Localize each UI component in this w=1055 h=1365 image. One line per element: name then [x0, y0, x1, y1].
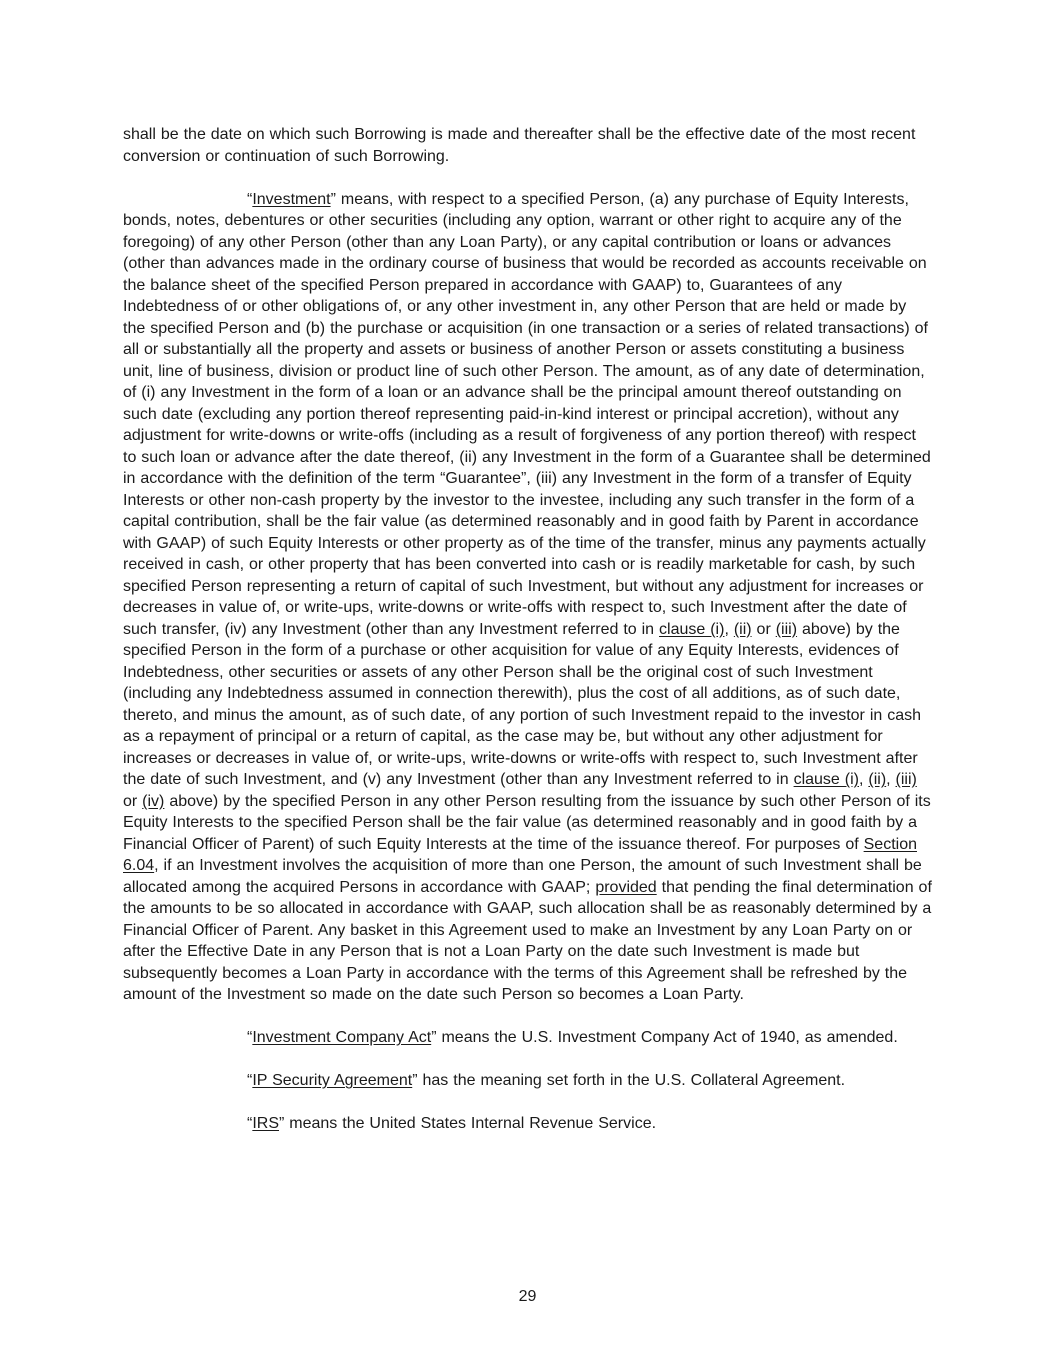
text-run: “: [247, 190, 253, 208]
defined-term-underlined: IRS: [252, 1115, 279, 1132]
defined-term-underlined: clause (i): [659, 620, 725, 638]
text-run: or: [751, 620, 776, 638]
text-run: ,: [724, 620, 734, 638]
paragraph: [123, 1027, 933, 1049]
paragraph: [123, 1070, 933, 1092]
text-run: or: [123, 792, 143, 810]
text-run: ” has the meaning set forth in the U.S. Collateral Agreement.: [412, 1072, 846, 1089]
defined-term-underlined: Section 6.04: [123, 835, 917, 874]
page-number: 29: [518, 1287, 537, 1305]
text-run: that pending the final determination of the amounts to be so allocated in accordance with GAAP, such allocation shall be as reasonably determined by a Financial Officer of Parent. Any basket in this Agreement used to make an Investment by any Loan Party on or after the Effective Date in any Person that is not a Loan Party on the date such Investment is made but subsequently becomes a Loan Party in accordance with the terms of this Agreement shall be refreshed by the amount of the Investment so made on the date such Person so becomes a Loan Party.: [123, 878, 932, 1003]
text-run: ” means the United States Internal Revenue Service.: [279, 1115, 657, 1132]
paragraph: [123, 124, 933, 167]
defined-term-underlined: (iii): [775, 620, 798, 638]
text-run: ,: [886, 771, 896, 788]
document-body: [123, 124, 933, 1135]
defined-term-underlined: IP Security Agreement: [252, 1072, 413, 1089]
text-run: “: [247, 1115, 253, 1132]
text-run: ,: [858, 771, 869, 788]
text-run: above) by the specified Person in the form of a purchase or other acquisition for value of any Equity Interests, evidences of Indebtedness, other securities or assets of any other Person shall be the original cost of such Investment (including any Indebtedness assumed in connection therewith), plus the cost of all additions, as of such date, thereto, and minus the amount, as of such date, of any portion of such Investment repaid to the investor in cash as a repayment of principal or a return of capital, as the case may be, but without any other adjustment for increases or decreases in value of, or write-ups, write-downs or write-offs with respect to, such Investment after the date of such Investment, and (v) any Investment (other than any Investment referred to in: [123, 620, 922, 788]
defined-term-underlined: Investment: [252, 190, 331, 208]
paragraph: [123, 1113, 933, 1135]
defined-term-underlined: Investment Company Act: [252, 1029, 432, 1046]
defined-term-underlined: (iii): [895, 771, 917, 788]
defined-term-underlined: (ii): [868, 771, 887, 788]
page-footer: [0, 1286, 1055, 1308]
text-run: shall be the date on which such Borrowing is made and thereafter shall be the effective date of the most recent conversion or continuation of such Borrowing.: [123, 126, 916, 165]
text-run: “: [247, 1072, 253, 1089]
paragraph: [123, 189, 933, 1006]
defined-term-underlined: (iv): [142, 792, 165, 810]
defined-term-underlined: clause (i): [793, 771, 859, 788]
text-run: “: [247, 1029, 253, 1046]
text-run: above) by the specified Person in any other Person resulting from the issuance by such other Person of its Equity Interests to the specified Person shall be the fair value (as determined reasonably and in good faith by a Financial Officer of Parent) of such Equity Interests at the time of the issuance thereof. For purposes of: [123, 792, 931, 853]
defined-term-underlined: (ii): [733, 620, 752, 638]
text-run: ” means the U.S. Investment Company Act of 1940, as amended.: [431, 1029, 898, 1046]
text-run: , if an Investment involves the acquisition of more than one Person, the amount of such Investment shall be allocated among the acquired Persons in accordance with GAAP;: [123, 857, 922, 896]
text-run: ” means, with respect to a specified Person, (a) any purchase of Equity Interests, bonds, notes, debentures or other securities (including any option, warrant or other right to acquire any of the foregoing) of any other Person (other than any Loan Party), or any capital contribution or loans or advances (other than advances made in the ordinary course of business that would be recorded as accounts receivable on the balance sheet of the specified Person prepared in accordance with GAAP) to, Guarantees of any Indebtedness of or other obligations of, or any other investment in, any other Person that are held or made by the specified Person and (b) the purchase or acquisition (in one transaction or a series of related transactions) of all or substantially all the property and assets or business of another Person or assets constituting a business unit, line of business, division or product line of such other Person. The amount, as of any date of determination, of (i) any Investment in the form of a loan or an advance shall be the principal amount thereof outstanding on such date (excluding any portion thereof representing paid-in-kind interest or principal accretion), without any adjustment for write-downs or write-offs (including as a result of forgiveness of any portion thereof) with respect to such loan or advance after the date thereof, (ii) any Investment in the form of a Guarantee shall be determined in accordance with the definition of the term “Guarantee”, (iii) any Investment in the form of a transfer of Equity Interests or other non-cash property by the investor to the investee, including any such transfer in the form of a capital contribution, shall be the fair value (as determined reasonably and in good faith by Parent in accordance with GAAP) of such Equity Interests or other property as of the time of the transfer, minus any payments actually received in cash, or other property that has been converted into cash or is readily marketable for cash, by such specified Person representing a return of capital of such Investment, but without any adjustment for increases or decreases in value of, or write-ups, write-downs or write-offs with respect to, such Investment after the date of such transfer, (iv) any Investment (other than any Investment referred to in: [123, 190, 931, 638]
defined-term-underlined: provided: [595, 878, 657, 896]
